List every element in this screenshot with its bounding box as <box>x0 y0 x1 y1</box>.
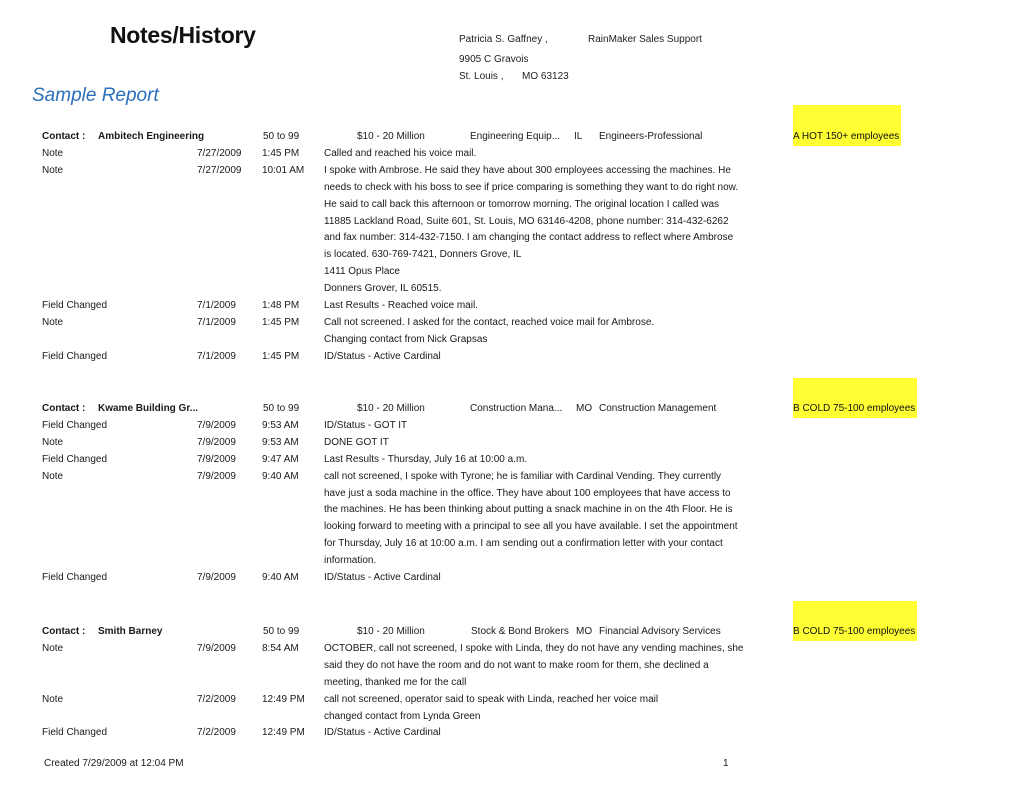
revenue-range: $10 - 20 Million <box>357 403 425 414</box>
entry-text-line: call not screened, operator said to speak with Linda, reached her voice mail <box>324 693 659 705</box>
entry-time: 12:49 PM <box>262 693 305 705</box>
entry-type: Note <box>42 436 64 448</box>
footer-page-number: 1 <box>723 758 729 769</box>
entry-date: 7/9/2009 <box>197 419 236 431</box>
entry-type: Field Changed <box>42 419 108 431</box>
contact-label: Contact : <box>42 403 86 414</box>
entry-text-line: Called and reached his voice mail. <box>324 147 477 159</box>
entry-type: Field Changed <box>42 453 108 465</box>
entry-text-line: 1411 Opus Place <box>324 266 400 278</box>
industry: Stock & Bond Brokers <box>471 626 569 637</box>
entry-date: 7/1/2009 <box>197 350 236 362</box>
entry-date: 7/9/2009 <box>197 436 236 448</box>
header-person: Patricia S. Gaffney , <box>459 34 548 45</box>
entry-text-line: information. <box>324 555 377 567</box>
entry-date: 7/27/2009 <box>197 164 242 176</box>
entry-time: 12:49 PM <box>262 727 305 739</box>
entry-text-line: I spoke with Ambrose. He said they have about 300 employees accessing the machines. He <box>324 164 731 176</box>
entry-text-line: looking forward to meeting with a principal to see all you have available. I set the appointment <box>324 521 738 533</box>
entry-time: 1:45 PM <box>262 316 300 328</box>
entry-type: Note <box>42 470 64 482</box>
entry-date: 7/9/2009 <box>197 470 236 482</box>
header-company: RainMaker Sales Support <box>588 34 702 45</box>
category: Construction Management <box>599 403 717 414</box>
entry-text-line: ID/Status - GOT IT <box>324 419 408 431</box>
entry-date: 7/1/2009 <box>197 316 236 328</box>
entry-text-line: Donners Grover, IL 60515. <box>324 283 442 295</box>
entry-text-line: and fax number: 314-432-7150. I am changing the contact address to reflect where Ambrose <box>324 232 734 244</box>
employee-range: 50 to 99 <box>263 626 300 637</box>
entry-date: 7/9/2009 <box>197 572 236 583</box>
header-city: St. Louis , <box>459 71 504 82</box>
entry-time: 9:40 AM <box>262 572 299 583</box>
entry-text-line: ID/Status - Active Cardinal <box>324 350 441 362</box>
entry-type: Note <box>42 147 64 159</box>
employee-range: 50 to 99 <box>263 403 300 414</box>
footer-created: Created 7/29/2009 at 12:04 PM <box>44 758 184 769</box>
entry-text-line: DONE GOT IT <box>324 436 389 448</box>
entry-time: 9:47 AM <box>262 453 299 465</box>
category: Financial Advisory Services <box>599 626 721 637</box>
state-code: IL <box>574 131 583 142</box>
entry-date: 7/2/2009 <box>197 727 236 739</box>
revenue-range: $10 - 20 Million <box>357 131 425 142</box>
entry-date: 7/9/2009 <box>197 642 236 654</box>
report-title: Notes/History <box>110 22 256 48</box>
entry-time: 1:48 PM <box>262 300 300 311</box>
entry-text-line: needs to check with his boss to see if price comparing is something they want to do right now. <box>324 181 739 193</box>
contact-label: Contact : <box>42 131 86 142</box>
rating-highlight: B COLD 75-100 employees <box>793 378 917 418</box>
header-street: 9905 C Gravois <box>459 54 529 65</box>
entry-text-line: ID/Status - Active Cardinal <box>324 572 441 583</box>
entry-text-line: have just a soda machine in the office. They have about 100 employees that have access to <box>324 487 731 499</box>
entry-time: 9:40 AM <box>262 470 299 482</box>
entry-type: Field Changed <box>42 572 108 583</box>
entry-type: Field Changed <box>42 300 108 311</box>
report-subtitle: Sample Report <box>32 85 159 106</box>
rating-highlight: B COLD 75-100 employees <box>793 601 917 641</box>
category: Engineers-Professional <box>599 131 703 142</box>
entry-text-line: the machines. He has been thinking about putting a snack machine in on the 4th Floor. He is <box>324 504 733 516</box>
entry-text-line: He said to call back this afternoon or tomorrow morning. The original location I called was <box>324 198 720 210</box>
contact-name: Smith Barney <box>98 626 163 637</box>
entry-time: 9:53 AM <box>262 419 299 431</box>
entry-time: 9:53 AM <box>262 436 299 448</box>
entry-date: 7/27/2009 <box>197 147 242 159</box>
entry-text-line: Last Results - Thursday, July 16 at 10:00 a.m. <box>324 453 528 465</box>
entry-type: Field Changed <box>42 727 108 739</box>
entry-text-line: meeting, thanked me for the call <box>324 676 467 688</box>
entry-text-line: Last Results - Reached voice mail. <box>324 300 478 311</box>
entry-text-line: is located. 630-769-7421, Donners Grove, IL <box>324 249 522 261</box>
employee-range: 50 to 99 <box>263 131 300 142</box>
entry-text-line: changed contact from Lynda Green <box>324 710 481 722</box>
state-code: MO <box>576 626 593 637</box>
contact-label: Contact : <box>42 626 86 637</box>
entry-time: 8:54 AM <box>262 642 299 654</box>
entry-type: Note <box>42 642 64 654</box>
entry-type: Note <box>42 316 64 328</box>
entry-text-line: Changing contact from Nick Grapsas <box>324 333 488 345</box>
entry-date: 7/1/2009 <box>197 300 236 311</box>
entry-type: Note <box>42 164 64 176</box>
industry: Engineering Equip... <box>470 131 561 142</box>
entry-time: 10:01 AM <box>262 164 305 176</box>
entry-text-line: for Thursday, July 16 at 10:00 a.m. I am sending out a confirmation letter with your contact <box>324 538 723 550</box>
entry-date: 7/9/2009 <box>197 453 236 465</box>
header-statezip: MO 63123 <box>522 71 569 82</box>
state-code: MO <box>576 403 593 414</box>
entry-type: Field Changed <box>42 350 108 362</box>
entry-text-line: OCTOBER, call not screened, I spoke with Linda, they do not have any vending machines, she <box>324 642 744 654</box>
entry-text-line: said they do not have the room and do not want to make room for them, she declined a <box>324 659 709 671</box>
contact-name: Kwame Building Gr... <box>98 403 199 414</box>
entry-text-line: 11885 Lackland Road, Suite 601, St. Louis, MO 63146-4208, phone number: 314-432-6262 <box>324 215 729 227</box>
entry-text-line: Call not screened. I asked for the contact, reached voice mail for Ambrose. <box>324 316 655 328</box>
entry-text-line: ID/Status - Active Cardinal <box>324 727 441 739</box>
industry: Construction Mana... <box>470 403 563 414</box>
revenue-range: $10 - 20 Million <box>357 626 425 637</box>
rating-highlight: A HOT 150+ employees <box>793 105 901 146</box>
entry-time: 1:45 PM <box>262 147 300 159</box>
entry-date: 7/2/2009 <box>197 693 236 705</box>
entry-text-line: call not screened, I spoke with Tyrone; he is familiar with Cardinal Vending. They currently <box>324 470 722 482</box>
entry-time: 1:45 PM <box>262 350 300 362</box>
contact-name: Ambitech Engineering <box>98 131 205 142</box>
entry-type: Note <box>42 693 64 705</box>
